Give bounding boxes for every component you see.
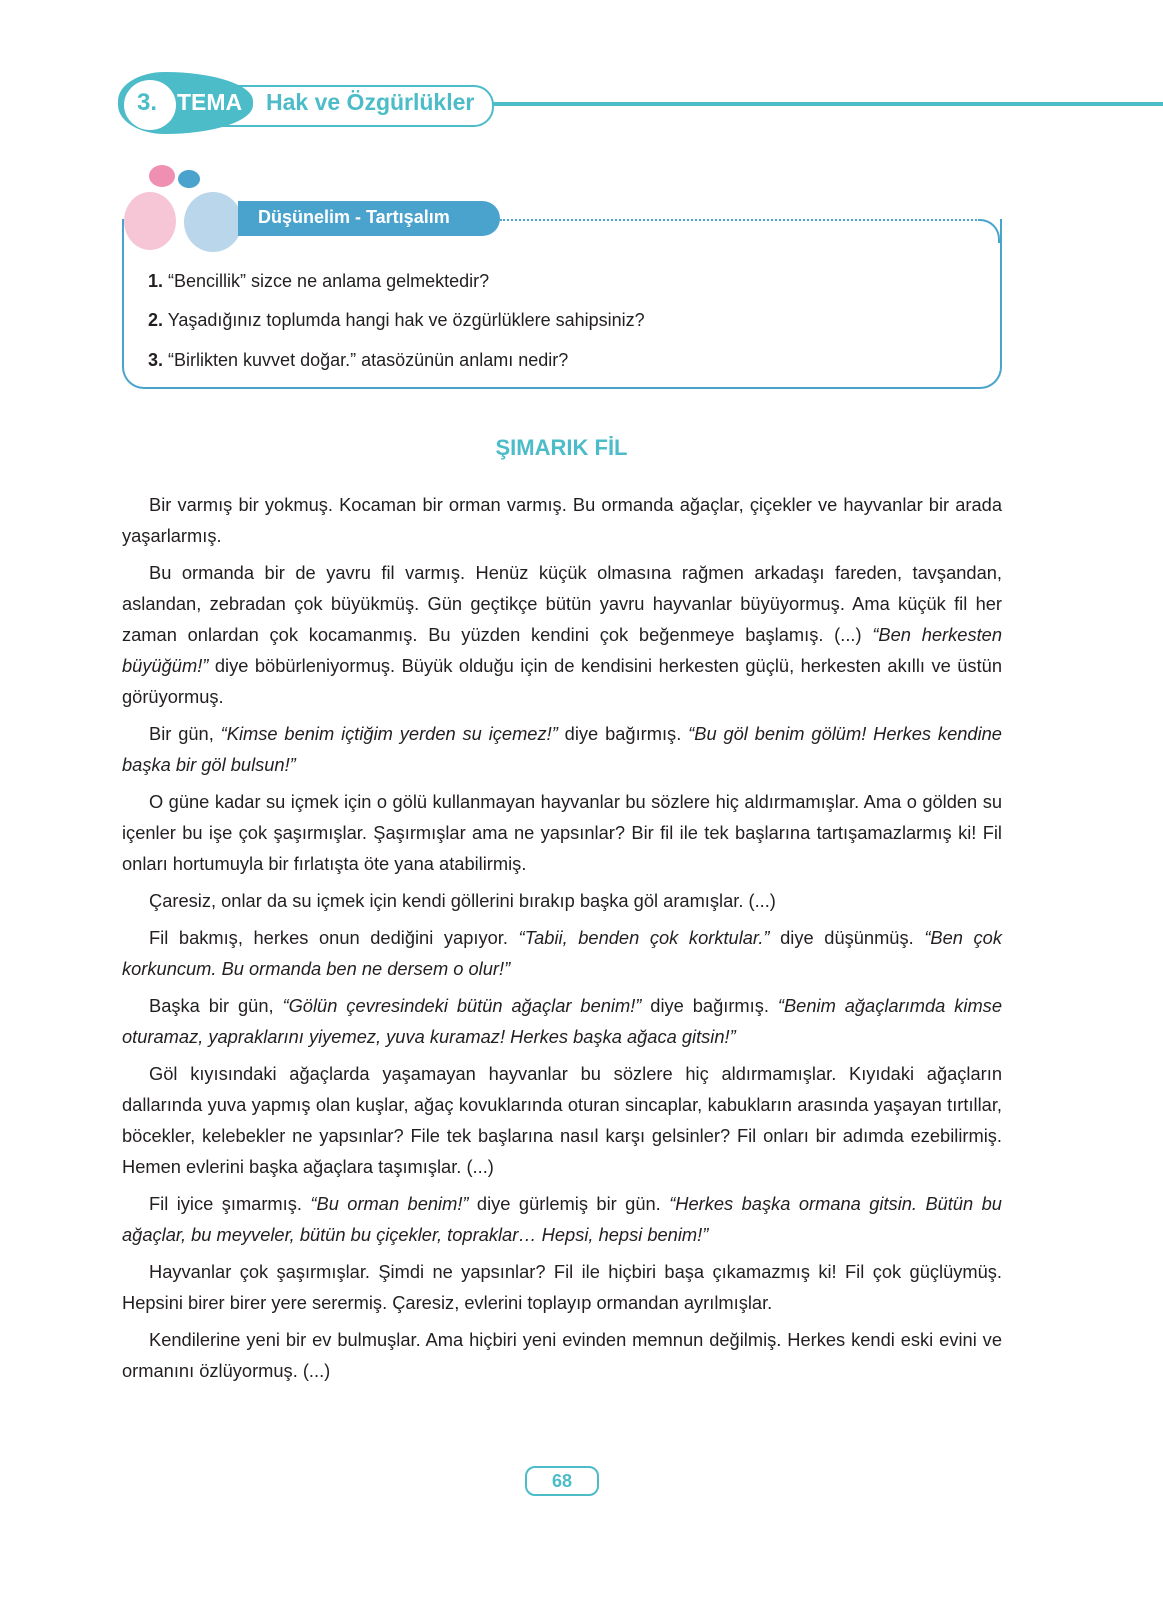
quoted-speech: “Gölün çevresindeki bütün ağaçlar benim!” (282, 995, 642, 1016)
header-rule (480, 102, 1163, 106)
narration-text: diye gürlemiş bir gün. (468, 1193, 670, 1214)
story-paragraph (122, 990, 1002, 1052)
narration-text: diye böbürleniyormuş. Büyük olduğu için de kendisini herkesten güçlü, herkesten akıllı ve üstün görüyormuş. (122, 655, 1002, 707)
story-title: ŞIMARIK FİL (495, 435, 628, 460)
question-number: 3. (148, 350, 164, 370)
question-number: 1. (148, 271, 164, 291)
theme-number: 3. (137, 89, 158, 116)
narration-text: diye bağırmış. (557, 723, 689, 744)
question-number: 2. (148, 310, 164, 330)
story-paragraph (122, 786, 1002, 879)
narration-text: diye bağırmış. (641, 995, 778, 1016)
story-paragraph (122, 489, 1002, 551)
narration-text: Çaresiz, onlar da su içmek için kendi göllerini bırakıp başka göl aramışlar. (...) (149, 890, 776, 911)
question-1 (148, 271, 489, 292)
narration-text: Bir gün, (149, 723, 221, 744)
story-paragraph (122, 1188, 1002, 1250)
narration-text: Göl kıyısındaki ağaçlarda yaşamayan hayvanlar bu sözlere hiç aldırmamışlar. Kıyıdaki ağaçların dallarında yuva yapmış olan kuşlar, ağaç kovuklarında oturan sincaplar, kabukların arasında yaşayan tırtıllar, böcekler, kelebekler ne yapsınlar? File tek başlarına nasıl karşı gelsinler? Fil onları bir adımda ezebilirmiş. Hemen evlerini başka ağaçlara taşımışlar. (...) (122, 1063, 1002, 1177)
blue-speech-bubble-icon (178, 170, 200, 188)
quoted-speech: “Ben çok korkuncum. Bu ormanda ben ne dersem o olur!” (122, 927, 1002, 979)
boy-avatar-icon (184, 192, 242, 252)
discussion-dotted-line (500, 219, 980, 221)
story-body (122, 489, 1002, 1392)
narration-text: Fil iyice şımarmış. (149, 1193, 311, 1214)
quoted-speech: “Benim ağaçlarımda kimse oturamaz, yapraklarını yiyemez, yuva kuramaz! Herkes başka ağaca gitsin!” (122, 995, 1002, 1047)
story-paragraph (122, 1256, 1002, 1318)
question-text: “Bencillik” sizce ne anlama gelmektedir? (168, 271, 490, 291)
narration-text: Hayvanlar çok şaşırmışlar. Şimdi ne yapsınlar? Fil ile hiçbiri başa çıkamazmış ki! Fil çok güçlüymüş. Hepsini birer birer yere serermiş. Çaresiz, evlerini toplayıp ormandan ayrılmışlar. (122, 1261, 1002, 1313)
quoted-speech: “Bu göl benim gölüm! Herkes kendine başka bir göl bulsun!” (122, 723, 1002, 775)
girl-avatar-icon (124, 192, 176, 250)
quoted-speech: “Ben herkesten büyüğüm!” (122, 624, 1002, 676)
story-paragraph (122, 1324, 1002, 1386)
theme-label: TEMA (177, 89, 243, 115)
quoted-speech: “Bu orman benim!” (310, 1193, 469, 1214)
quoted-speech: “Herkes başka ormana gitsin. Bütün bu ağaçlar, bu meyveler, bütün bu çiçekler, topraklar… Hepsi, hepsi benim!” (122, 1193, 1002, 1245)
narration-text: diye düşünmüş. (769, 927, 925, 948)
story-paragraph (122, 885, 1002, 916)
question-3 (148, 350, 568, 371)
page-number: 68 (525, 1466, 599, 1496)
pink-speech-bubble-icon (149, 165, 175, 187)
narration-text: Bu ormanda bir de yavru fil varmış. Henüz küçük olmasına rağmen arkadaşı fareden, tavşandan, aslandan, zebradan çok büyükmüş. Gün geçtikçe bütün yavru hayvanlar büyüyormuş. Ama küçük fil her zaman onlardan çok kocamanmış. Bu yüzden kendini çok beğenmeye başlamış. (...) (122, 562, 1002, 645)
question-2 (148, 310, 645, 331)
story-paragraph (122, 557, 1002, 712)
narration-text: Bir varmış bir yokmuş. Kocaman bir orman varmış. Bu ormanda ağaçlar, çiçekler ve hayvanlar bir arada yaşarlarmış. (122, 494, 1002, 546)
narration-text: Başka bir gün, (149, 995, 283, 1016)
story-paragraph (122, 1058, 1002, 1182)
narration-text: O güne kadar su içmek için o gölü kullanmayan hayvanlar bu sözlere hiç aldırmamışlar. Ama o gölden su içenler bu işe çok şaşırmışlar. Şaşırmışlar ama ne yapsınlar? Bir fil ile tek başlarına tartışamazlarmış ki! Fil onları hortumuyla bir fırlatışta öte yana atabilirmiş. (122, 791, 1002, 874)
question-text: “Birlikten kuvvet doğar.” atasözünün anlamı nedir? (168, 350, 569, 370)
story-paragraph (122, 922, 1002, 984)
question-text: Yaşadığınız toplumda hangi hak ve özgürlüklere sahipsiniz? (167, 310, 645, 330)
narration-text: Kendilerine yeni bir ev bulmuşlar. Ama hiçbiri yeni evinden memnun değilmiş. Herkes kendi eski evini ve ormanını özlüyormuş. (...) (122, 1329, 1002, 1381)
theme-title: Hak ve Özgürlükler (266, 89, 475, 115)
discussion-banner-title: Düşünelim - Tartışalım (258, 207, 450, 227)
quoted-speech: “Tabii, benden çok korktular.” (518, 927, 770, 948)
quoted-speech: “Kimse benim içtiğim yerden su içemez!” (220, 723, 558, 744)
story-paragraph (122, 718, 1002, 780)
narration-text: Fil bakmış, herkes onun dediğini yapıyor. (149, 927, 519, 948)
